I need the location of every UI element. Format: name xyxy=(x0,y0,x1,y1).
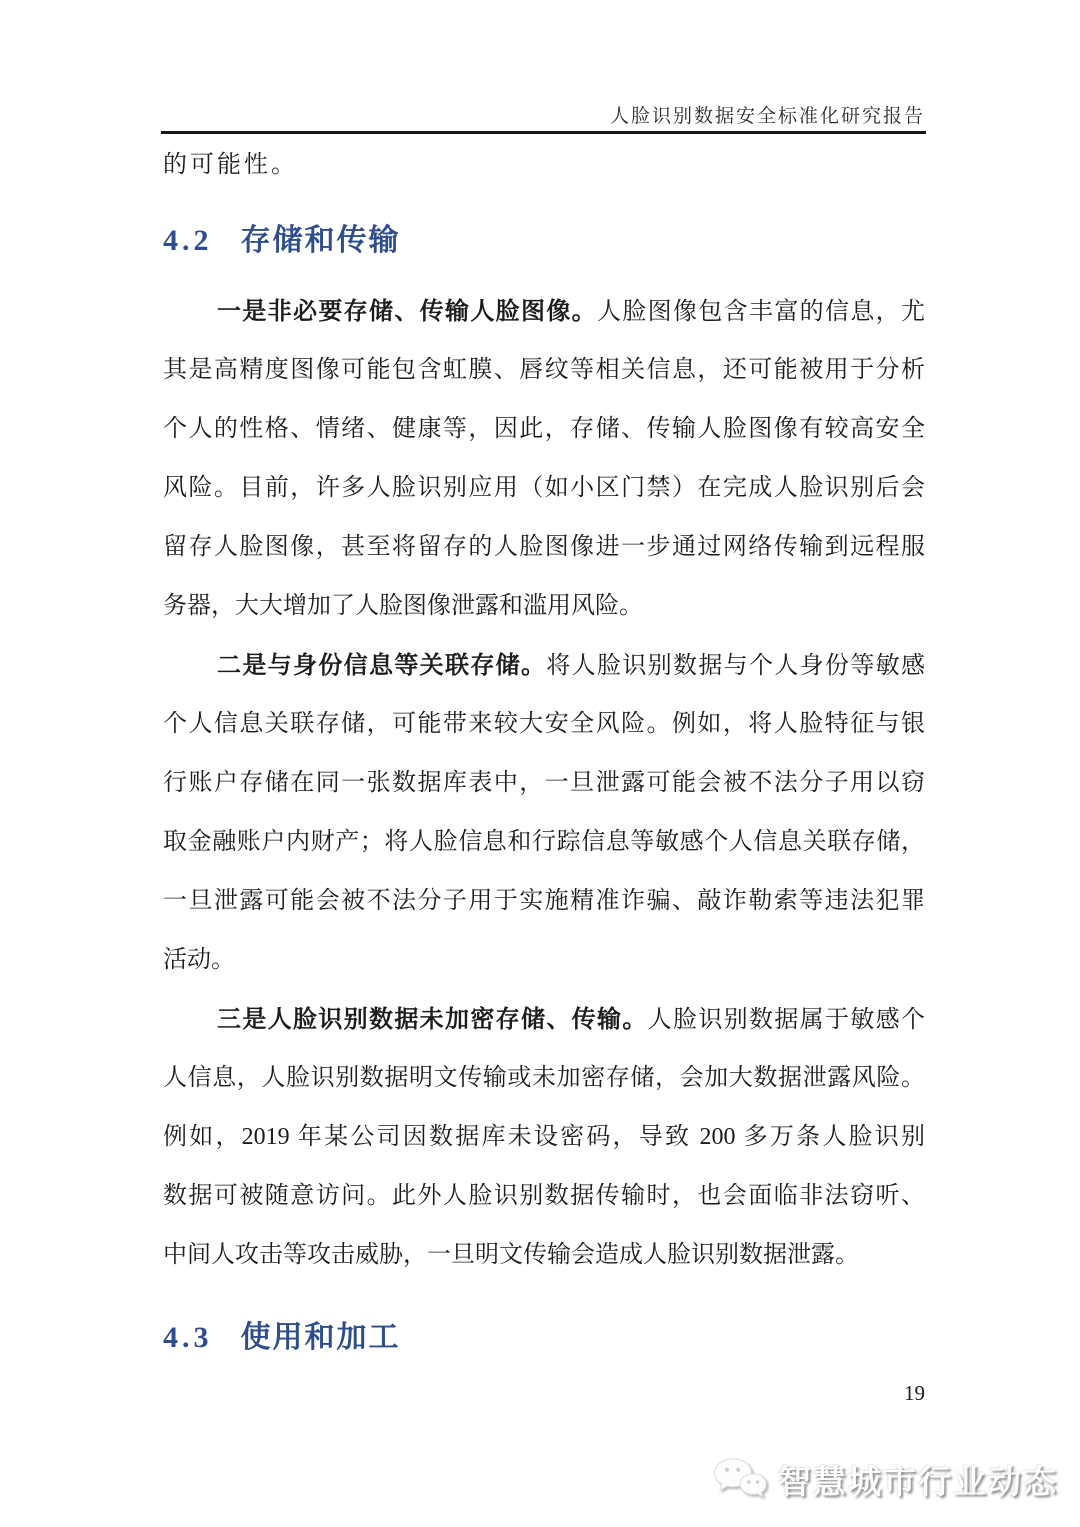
paragraph-text: 个人的性格、情绪、健康等，因此，存储、传输人脸图像有较高安全 xyxy=(163,416,925,442)
paragraph-text: 活动。 xyxy=(163,947,235,973)
paragraph-text: 务器，大大增加了人脸图像泄露和滥用风险。 xyxy=(163,593,643,619)
paragraph-text: 例如，2019 年某公司因数据库未设密码，导致 200 多万条人脸识别 xyxy=(163,1124,925,1150)
section-heading-4-2 xyxy=(163,215,401,259)
paragraph-1-line-6 xyxy=(163,577,925,636)
paragraph-text: 风险。目前，许多人脸识别应用（如小区门禁）在完成人脸识别后会 xyxy=(163,475,925,501)
paragraph-2-line-1 xyxy=(163,636,925,695)
paragraph-text: 人脸图像包含丰富的信息，尤 xyxy=(597,299,925,325)
paragraph-3-line-4 xyxy=(163,1167,925,1226)
paragraph-text: 人信息，人脸识别数据明文传输或未加密存储，会加大数据泄露风险。 xyxy=(163,1065,925,1091)
paragraph-1-line-3 xyxy=(163,400,925,459)
paragraph-lead-bold: 三是人脸识别数据未加密存储、传输。 xyxy=(217,1006,648,1033)
paragraph-text: 人脸识别数据属于敏感个 xyxy=(647,1007,926,1033)
paragraph-3-line-1 xyxy=(163,990,925,1049)
paragraph-lead-bold: 二是与身份信息等关联存储。 xyxy=(217,652,547,679)
paragraph-lead-bold: 一是非必要存储、传输人脸图像。 xyxy=(217,298,597,325)
paragraph-1-line-2 xyxy=(163,341,925,400)
section-title: 存储和传输 xyxy=(240,224,401,257)
paragraph-text: 数据可被随意访问。此外人脸识别数据传输时，也会面临非法窃听、 xyxy=(163,1183,925,1209)
paragraph-text: 其是高精度图像可能包含虹膜、唇纹等相关信息，还可能被用于分析 xyxy=(163,357,925,383)
paragraph-text: 将人脸识别数据与个人身份等敏感 xyxy=(546,653,926,679)
paragraph-text: 行账户存储在同一张数据库表中，一旦泄露可能会被不法分子用以窃 xyxy=(163,770,925,796)
paragraph-3-line-3 xyxy=(163,1108,925,1167)
paragraph-text: 个人信息关联存储，可能带来较大安全风险。例如，将人脸特征与银 xyxy=(163,711,925,737)
paragraph-1-line-4 xyxy=(163,459,925,518)
paragraph-3-line-5 xyxy=(163,1226,925,1285)
paragraph-3-line-2 xyxy=(163,1049,925,1108)
paragraph-2-line-6 xyxy=(163,931,925,990)
paragraph-2-line-5 xyxy=(163,872,925,931)
section-number: 4.2 xyxy=(163,224,213,257)
paragraph-2-line-3 xyxy=(163,754,925,813)
section-title: 使用和加工 xyxy=(240,1321,401,1354)
paragraph-text: 一旦泄露可能会被不法分子用于实施精准诈骗、敲诈勒索等违法犯罪 xyxy=(163,888,925,914)
paragraph-2-line-2 xyxy=(163,695,925,754)
paragraph-1-line-1 xyxy=(163,282,925,341)
carryover-text: 的可能性。 xyxy=(163,152,298,178)
section-number: 4.3 xyxy=(163,1321,213,1354)
paragraph-1-line-5 xyxy=(163,518,925,577)
watermark-text: 智慧城市行业动态 xyxy=(778,1462,1058,1500)
paragraph-text: 留存人脸图像，甚至将留存的人脸图像进一步通过网络传输到远程服 xyxy=(163,534,925,560)
page-number: 19 xyxy=(904,1381,925,1405)
watermark xyxy=(712,1455,1058,1503)
section-heading-4-3 xyxy=(163,1312,401,1356)
running-header-title: 人脸识别数据安全标准化研究报告 xyxy=(609,106,925,127)
header-rule xyxy=(161,131,926,134)
paragraph-2-line-4 xyxy=(163,813,925,872)
paragraph-text: 中间人攻击等攻击威胁，一旦明文传输会造成人脸识别数据泄露。 xyxy=(163,1242,859,1268)
wechat-icon xyxy=(712,1455,768,1503)
paragraphs xyxy=(163,282,925,1285)
paragraph-text: 取金融账户内财产；将人脸信息和行踪信息等敏感个人信息关联存储， xyxy=(163,829,925,855)
